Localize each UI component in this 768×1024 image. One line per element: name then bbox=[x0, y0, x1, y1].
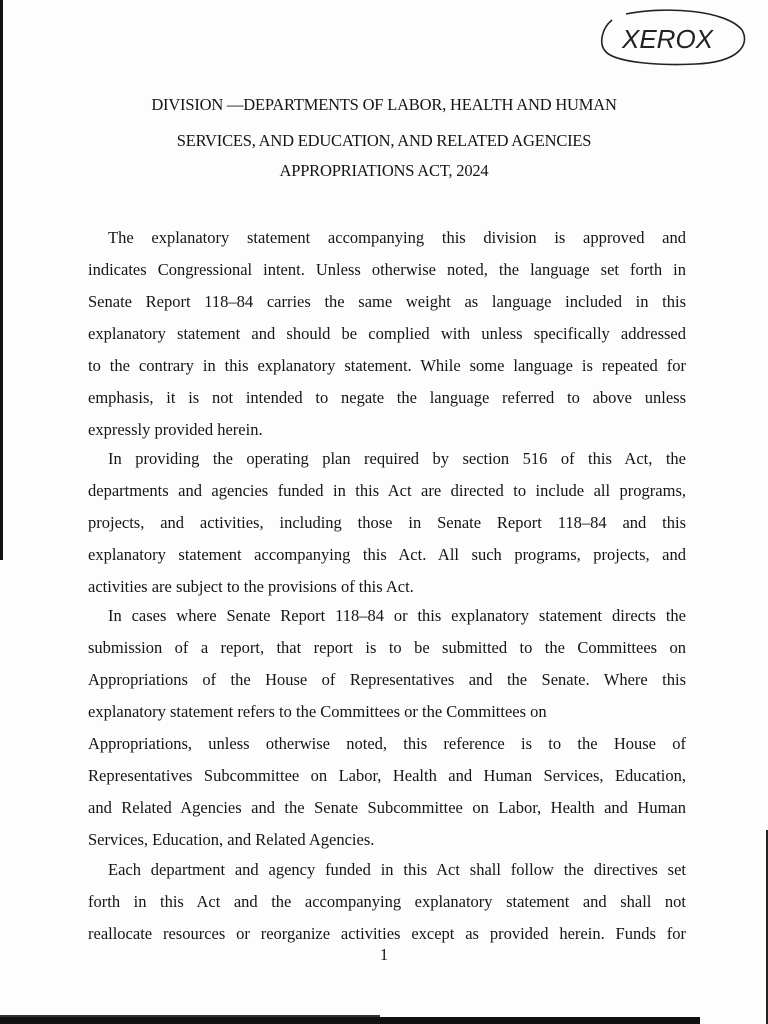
paragraph-3-line: In cases where Senate Report 118–84 or this explanatory statement directs the bbox=[108, 606, 686, 625]
paragraph-1-line: indicates Congressional intent. Unless otherwise noted, the language set forth in bbox=[88, 260, 686, 279]
paragraph-1-line: emphasis, it is not intended to negate the language referred to above unless bbox=[88, 388, 686, 407]
stamp-text: XEROX bbox=[622, 24, 714, 54]
paragraph-2-line: In providing the operating plan required by section 516 of this Act, the bbox=[108, 449, 686, 468]
paragraph-3-line: submission of a report, that report is to be submitted to the Committees on bbox=[88, 638, 686, 657]
paragraph-3-line: explanatory statement refers to the Committees or the Committees on bbox=[88, 702, 547, 721]
paragraph-1-line: Senate Report 118–84 carries the same weight as language included in this bbox=[88, 292, 686, 311]
paragraph-1-line: to the contrary in this explanatory statement. While some language is repeated for bbox=[88, 356, 686, 375]
paragraph-3-line: Services, Education, and Related Agencies. bbox=[88, 830, 375, 849]
paragraph-2-line: departments and agencies funded in this Act are directed to include all programs, bbox=[88, 481, 686, 500]
scan-edge-bottom bbox=[0, 1017, 700, 1024]
paragraph-4-line: reallocate resources or reorganize activities except as provided herein. Funds for bbox=[88, 924, 686, 943]
heading-line-3: APPROPRIATIONS ACT, 2024 bbox=[279, 161, 489, 180]
paragraph-3-line: and Related Agencies and the Senate Subcommittee on Labor, Health and Human bbox=[88, 798, 686, 817]
paragraph-1-line: expressly provided herein. bbox=[88, 420, 263, 439]
paragraph-4-line: Each department and agency funded in this Act shall follow the directives set bbox=[108, 860, 686, 879]
paragraph-2-line: activities are subject to the provisions of this Act. bbox=[88, 577, 414, 596]
paragraph-4-line: forth in this Act and the accompanying explanatory statement and shall not bbox=[88, 892, 686, 911]
heading-line-2: SERVICES, AND EDUCATION, AND RELATED AGENCIES bbox=[176, 131, 592, 150]
page-number: 1 bbox=[379, 945, 389, 964]
paragraph-3-line: Representatives Subcommittee on Labor, Health and Human Services, Education, bbox=[88, 766, 686, 785]
paragraph-1-line: explanatory statement and should be complied with unless specifically addressed bbox=[88, 324, 686, 343]
paragraph-3-line: Appropriations, unless otherwise noted, this reference is to the House of bbox=[88, 734, 686, 753]
heading-line-1: DIVISION —DEPARTMENTS OF LABOR, HEALTH AND HUMAN bbox=[151, 95, 617, 114]
paragraph-1-line: The explanatory statement accompanying this division is approved and bbox=[108, 228, 686, 247]
paragraph-2-line: explanatory statement accompanying this Act. All such programs, projects, and bbox=[88, 545, 686, 564]
paragraph-2-line: projects, and activities, including those in Senate Report 118–84 and this bbox=[88, 513, 686, 532]
scan-edge-left bbox=[0, 0, 3, 560]
paragraph-3-line: Appropriations of the House of Representatives and the Senate. Where this bbox=[88, 670, 686, 689]
xerox-handwritten-stamp bbox=[596, 8, 748, 68]
